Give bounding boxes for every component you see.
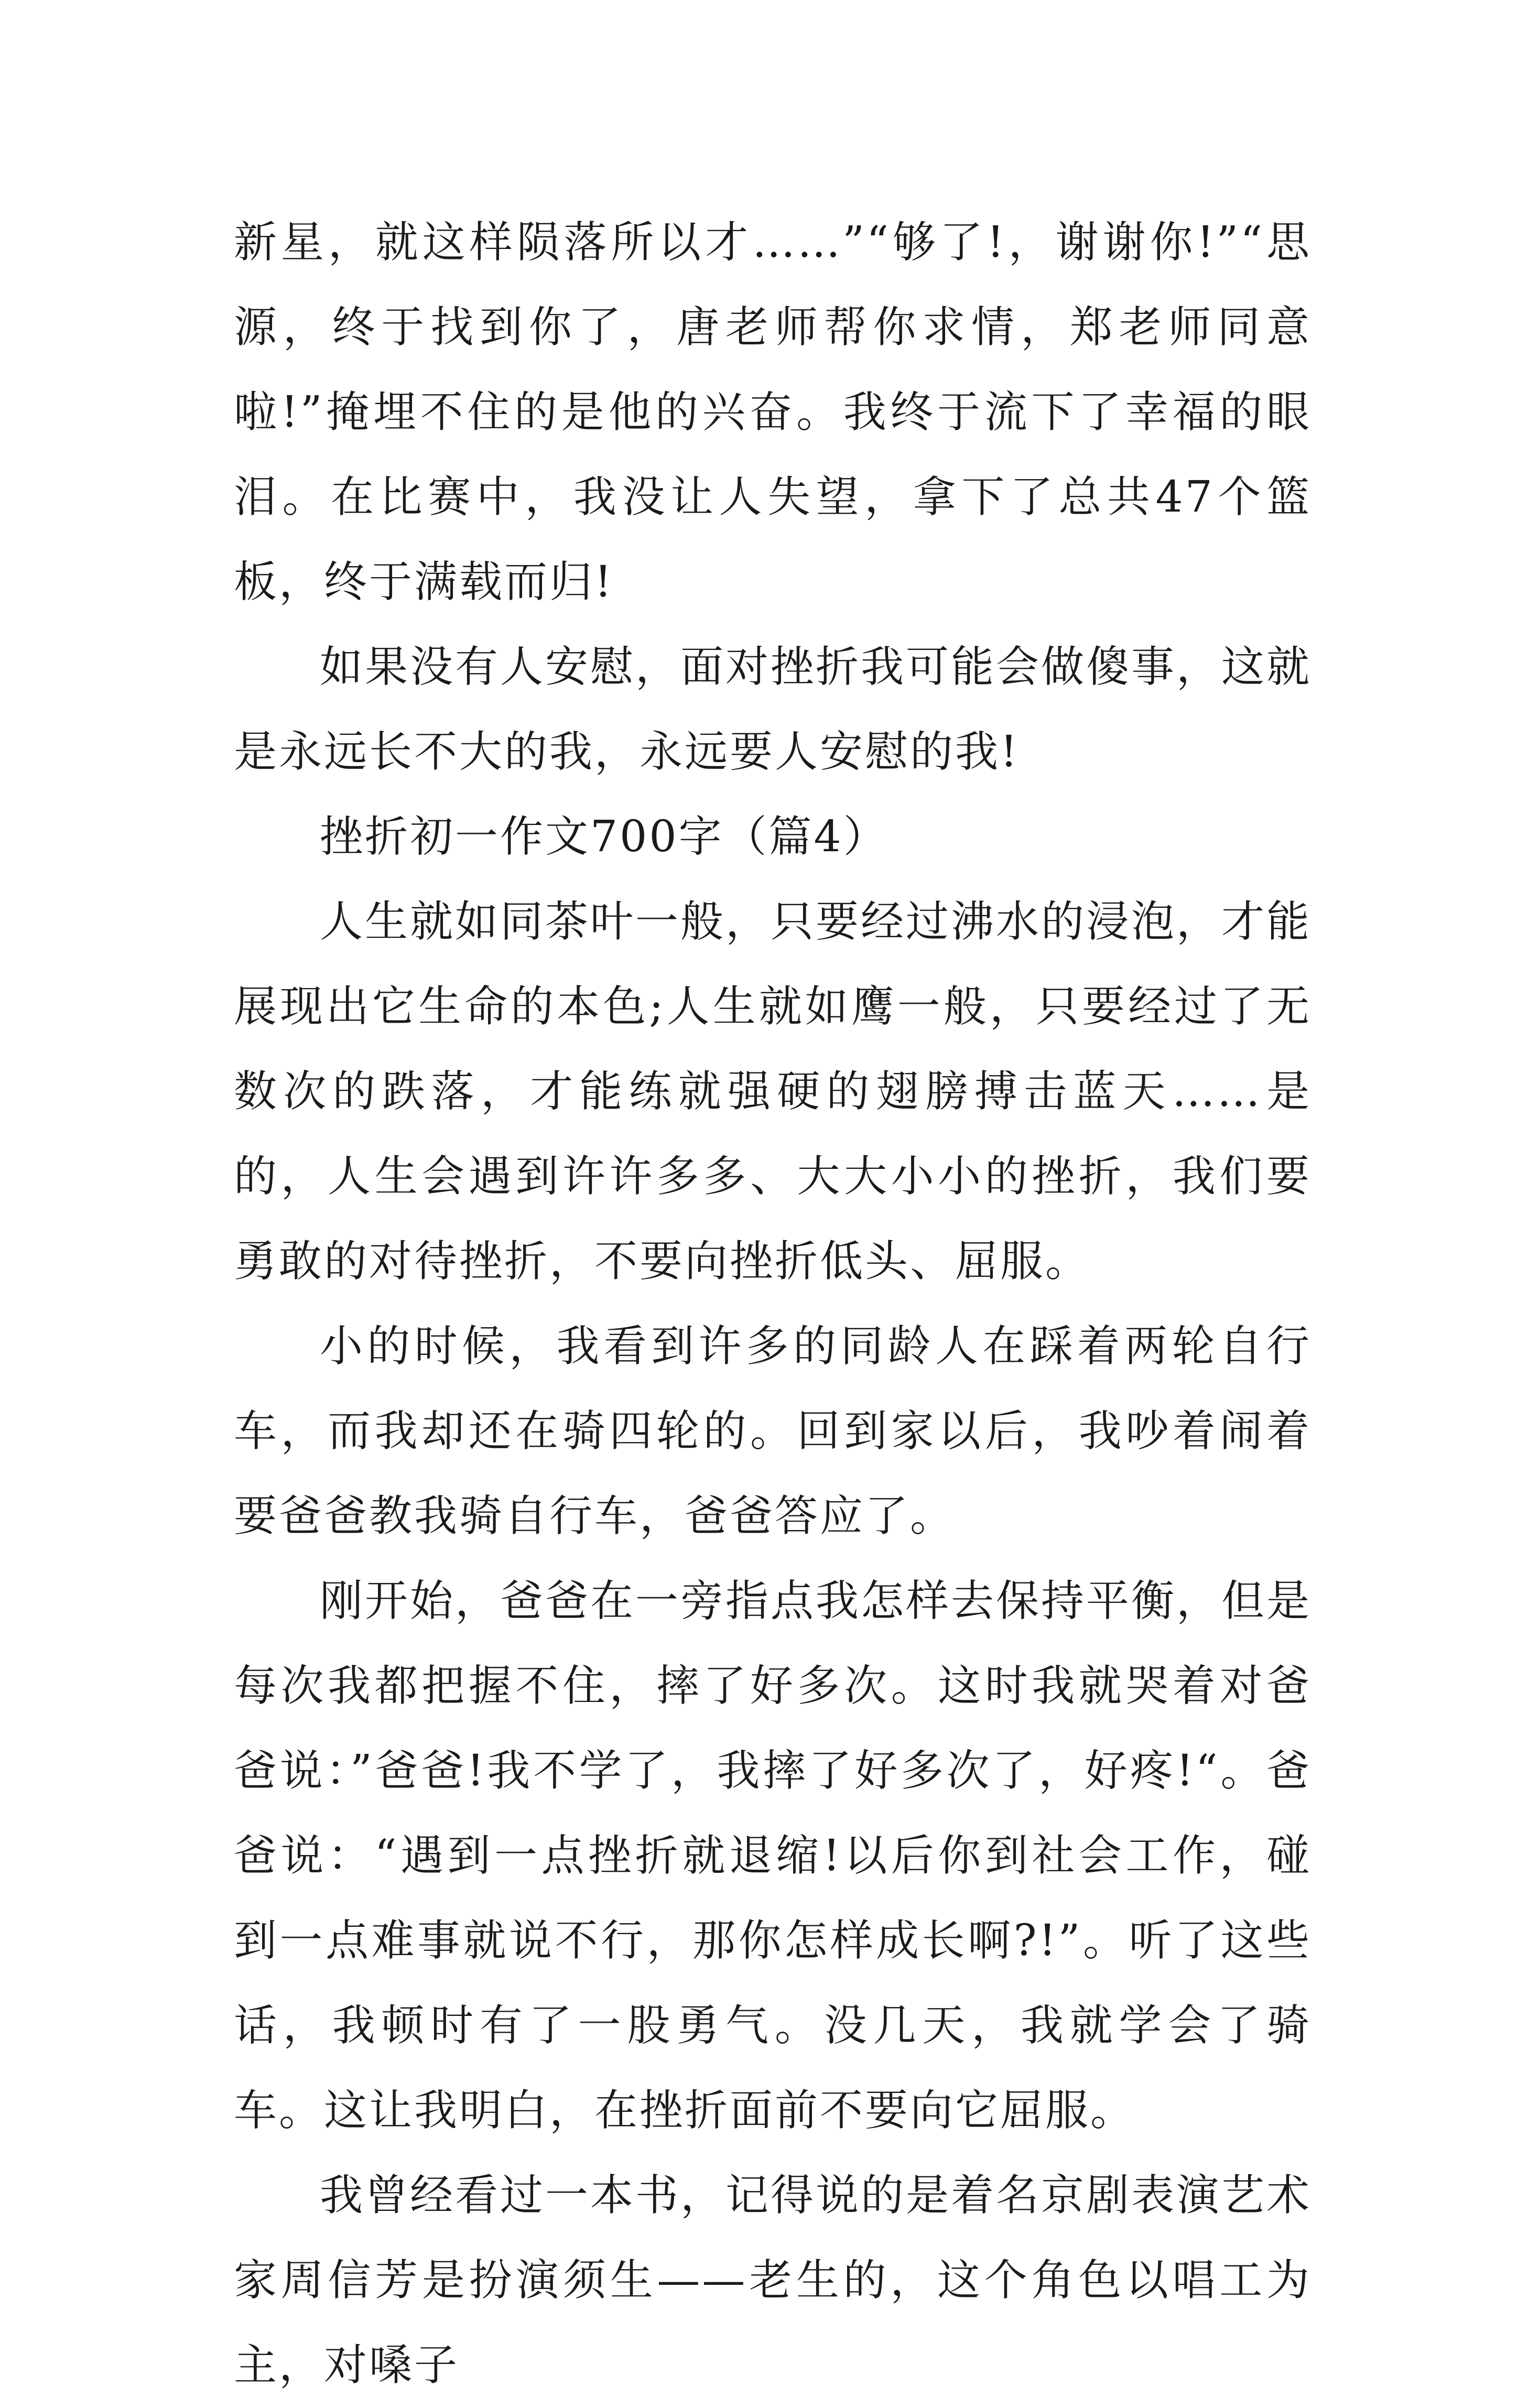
- section-heading: 挫折初一作文700字（篇4）: [320, 812, 888, 862]
- paragraph-3: 人生就如同茶叶一般，只要经过沸水的浸泡，才能展现出它生命的本色;人生就如鹰一般，只要经过了无数次的跌落，才能练就强硬的翅膀搏击蓝天……是的，人生会遇到许许多多、大大小小的挫折，我们要勇敢的对待挫折，不要向挫折低头、屈服。: [234, 897, 1312, 1286]
- paragraph-1: 新星，就这样陨落所以才……”“够了!，谢谢你!”“思源，终于找到你了，唐老师帮你求情，郑老师同意啦!”掩埋不住的是他的兴奋。我终于流下了幸福的眼泪。在比赛中，我没让人失望，拿下了总共47个篮板，终于满载而归!: [234, 218, 1312, 607]
- paragraph-5: 刚开始，爸爸在一旁指点我怎样去保持平衡，但是每次我都把握不住，摔了好多次。这时我就哭着对爸爸说：”爸爸!我不学了，我摔了好多次了，好疼!“。爸爸说：“遇到一点挫折就退缩!以后你到社会工作，碰到一点难事就说不行，那你怎样成长啊?!”。听了这些话，我顿时有了一股勇气。没几天，我就学会了骑车。这让我明白，在挫折面前不要向它屈服。: [234, 1576, 1312, 2135]
- document-body: [234, 200, 1312, 2408]
- paragraph-6: 我曾经看过一本书，记得说的是着名京剧表演艺术家周信芳是扮演须生——老生的，这个角色以唱工为主，对嗓子: [234, 2171, 1312, 2390]
- paragraph-4: 小的时候，我看到许多的同龄人在踩着两轮自行车，而我却还在骑四轮的。回到家以后，我吵着闹着要爸爸教我骑自行车，爸爸答应了。: [234, 1321, 1312, 1541]
- paragraph-2: 如果没有人安慰，面对挫折我可能会做傻事，这就是永远长不大的我，永远要人安慰的我!: [234, 642, 1312, 777]
